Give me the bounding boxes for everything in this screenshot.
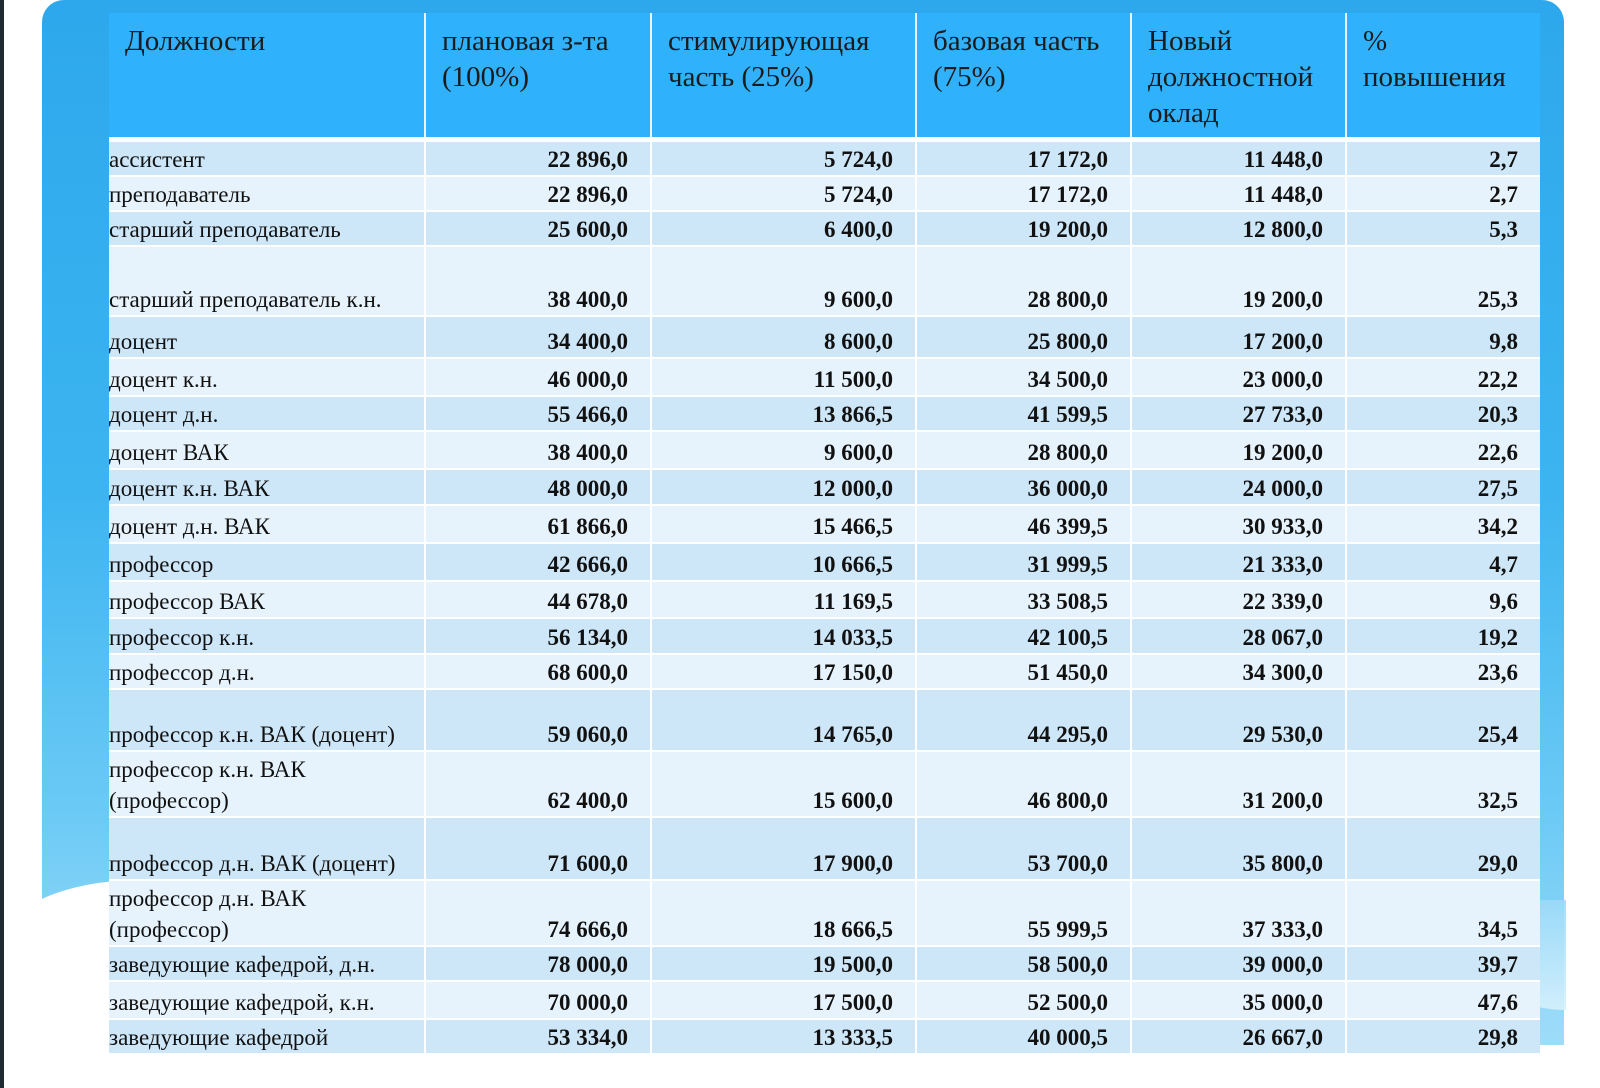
new-salary-cell: 19 200,0 xyxy=(1131,431,1346,469)
incentive-cell: 9 600,0 xyxy=(651,431,916,469)
table-row xyxy=(109,469,1540,505)
incentive-cell: 17 150,0 xyxy=(651,654,916,689)
table-row xyxy=(109,1019,1540,1054)
incentive-cell: 11 500,0 xyxy=(651,358,916,396)
new-salary-cell: 26 667,0 xyxy=(1131,1019,1346,1054)
planned-salary-cell: 55 466,0 xyxy=(425,396,651,431)
position-cell: доцент д.н. xyxy=(109,396,425,431)
table-row xyxy=(109,316,1540,358)
increase-cell: 29,8 xyxy=(1346,1019,1540,1054)
base-part-cell: 46 399,5 xyxy=(916,505,1131,543)
header-incentive-part: стимулирующая часть (25%) xyxy=(651,13,916,140)
new-salary-cell: 24 000,0 xyxy=(1131,469,1346,505)
planned-salary-cell: 78 000,0 xyxy=(425,946,651,981)
table-row xyxy=(109,211,1540,246)
base-part-cell: 53 700,0 xyxy=(916,817,1131,880)
slide-left-edge xyxy=(0,0,4,1088)
base-part-cell: 34 500,0 xyxy=(916,358,1131,396)
table-body xyxy=(109,140,1540,1055)
incentive-cell: 5 724,0 xyxy=(651,140,916,177)
base-part-cell: 51 450,0 xyxy=(916,654,1131,689)
new-salary-cell: 11 448,0 xyxy=(1131,176,1346,211)
base-part-cell: 28 800,0 xyxy=(916,246,1131,316)
increase-cell: 23,6 xyxy=(1346,654,1540,689)
planned-salary-cell: 70 000,0 xyxy=(425,981,651,1019)
increase-cell: 25,4 xyxy=(1346,689,1540,751)
position-cell: профессор д.н. xyxy=(109,654,425,689)
base-part-cell: 55 999,5 xyxy=(916,880,1131,946)
position-cell: профессор д.н. ВАК (профессор) xyxy=(109,880,425,946)
increase-cell: 25,3 xyxy=(1346,246,1540,316)
header-position: Должности xyxy=(109,13,425,140)
planned-salary-cell: 38 400,0 xyxy=(425,431,651,469)
new-salary-cell: 31 200,0 xyxy=(1131,751,1346,817)
new-salary-cell: 12 800,0 xyxy=(1131,211,1346,246)
table-row xyxy=(109,817,1540,880)
incentive-cell: 13 866,5 xyxy=(651,396,916,431)
increase-cell: 47,6 xyxy=(1346,981,1540,1019)
incentive-cell: 18 666,5 xyxy=(651,880,916,946)
position-cell: профессор к.н. ВАК (профессор) xyxy=(109,751,425,817)
base-part-cell: 42 100,5 xyxy=(916,618,1131,654)
position-cell: доцент xyxy=(109,316,425,358)
incentive-cell: 10 666,5 xyxy=(651,543,916,581)
position-cell: старший преподаватель к.н. xyxy=(109,246,425,316)
base-part-cell: 36 000,0 xyxy=(916,469,1131,505)
increase-cell: 27,5 xyxy=(1346,469,1540,505)
planned-salary-cell: 22 896,0 xyxy=(425,140,651,177)
position-cell: профессор к.н. ВАК (доцент) xyxy=(109,689,425,751)
new-salary-cell: 11 448,0 xyxy=(1131,140,1346,177)
new-salary-cell: 27 733,0 xyxy=(1131,396,1346,431)
table-row xyxy=(109,246,1540,316)
planned-salary-cell: 56 134,0 xyxy=(425,618,651,654)
position-cell: заведующие кафедрой, к.н. xyxy=(109,981,425,1019)
table-row xyxy=(109,751,1540,817)
base-part-cell: 41 599,5 xyxy=(916,396,1131,431)
table-row xyxy=(109,946,1540,981)
planned-salary-cell: 46 000,0 xyxy=(425,358,651,396)
planned-salary-cell: 38 400,0 xyxy=(425,246,651,316)
base-part-cell: 31 999,5 xyxy=(916,543,1131,581)
base-part-cell: 40 000,5 xyxy=(916,1019,1131,1054)
new-salary-cell: 21 333,0 xyxy=(1131,543,1346,581)
position-cell: профессор xyxy=(109,543,425,581)
planned-salary-cell: 62 400,0 xyxy=(425,751,651,817)
header-base-part: базовая часть (75%) xyxy=(916,13,1131,140)
incentive-cell: 9 600,0 xyxy=(651,246,916,316)
increase-cell: 20,3 xyxy=(1346,396,1540,431)
planned-salary-cell: 59 060,0 xyxy=(425,689,651,751)
new-salary-cell: 29 530,0 xyxy=(1131,689,1346,751)
table-row xyxy=(109,505,1540,543)
position-cell: преподаватель xyxy=(109,176,425,211)
position-cell: профессор ВАК xyxy=(109,581,425,618)
base-part-cell: 28 800,0 xyxy=(916,431,1131,469)
incentive-cell: 12 000,0 xyxy=(651,469,916,505)
table-row xyxy=(109,396,1540,431)
position-cell: профессор д.н. ВАК (доцент) xyxy=(109,817,425,880)
increase-cell: 19,2 xyxy=(1346,618,1540,654)
table-header-row xyxy=(109,13,1540,140)
new-salary-cell: 35 800,0 xyxy=(1131,817,1346,880)
table-row xyxy=(109,140,1540,177)
increase-cell: 5,3 xyxy=(1346,211,1540,246)
increase-cell: 9,6 xyxy=(1346,581,1540,618)
position-cell: доцент д.н. ВАК xyxy=(109,505,425,543)
base-part-cell: 58 500,0 xyxy=(916,946,1131,981)
planned-salary-cell: 48 000,0 xyxy=(425,469,651,505)
increase-cell: 34,5 xyxy=(1346,880,1540,946)
planned-salary-cell: 74 666,0 xyxy=(425,880,651,946)
increase-cell: 9,8 xyxy=(1346,316,1540,358)
salary-table xyxy=(109,13,1540,1055)
increase-cell: 2,7 xyxy=(1346,176,1540,211)
new-salary-cell: 30 933,0 xyxy=(1131,505,1346,543)
incentive-cell: 15 600,0 xyxy=(651,751,916,817)
increase-cell: 4,7 xyxy=(1346,543,1540,581)
base-part-cell: 17 172,0 xyxy=(916,140,1131,177)
new-salary-cell: 34 300,0 xyxy=(1131,654,1346,689)
header-increase-percent: % повышения xyxy=(1346,13,1540,140)
base-part-cell: 44 295,0 xyxy=(916,689,1131,751)
position-cell: доцент к.н. xyxy=(109,358,425,396)
base-part-cell: 25 800,0 xyxy=(916,316,1131,358)
table-row xyxy=(109,176,1540,211)
increase-cell: 29,0 xyxy=(1346,817,1540,880)
base-part-cell: 52 500,0 xyxy=(916,981,1131,1019)
incentive-cell: 5 724,0 xyxy=(651,176,916,211)
incentive-cell: 13 333,5 xyxy=(651,1019,916,1054)
planned-salary-cell: 68 600,0 xyxy=(425,654,651,689)
new-salary-cell: 23 000,0 xyxy=(1131,358,1346,396)
table-row xyxy=(109,880,1540,946)
position-cell: профессор к.н. xyxy=(109,618,425,654)
new-salary-cell: 35 000,0 xyxy=(1131,981,1346,1019)
position-cell: доцент к.н. ВАК xyxy=(109,469,425,505)
header-planned-salary: плановая з-та (100%) xyxy=(425,13,651,140)
incentive-cell: 14 033,5 xyxy=(651,618,916,654)
table-row xyxy=(109,618,1540,654)
base-part-cell: 46 800,0 xyxy=(916,751,1131,817)
incentive-cell: 17 500,0 xyxy=(651,981,916,1019)
increase-cell: 34,2 xyxy=(1346,505,1540,543)
new-salary-cell: 39 000,0 xyxy=(1131,946,1346,981)
increase-cell: 32,5 xyxy=(1346,751,1540,817)
new-salary-cell: 22 339,0 xyxy=(1131,581,1346,618)
planned-salary-cell: 25 600,0 xyxy=(425,211,651,246)
position-cell: старший преподаватель xyxy=(109,211,425,246)
new-salary-cell: 17 200,0 xyxy=(1131,316,1346,358)
incentive-cell: 15 466,5 xyxy=(651,505,916,543)
base-part-cell: 19 200,0 xyxy=(916,211,1131,246)
planned-salary-cell: 34 400,0 xyxy=(425,316,651,358)
planned-salary-cell: 71 600,0 xyxy=(425,817,651,880)
table-row xyxy=(109,431,1540,469)
table-row xyxy=(109,654,1540,689)
planned-salary-cell: 53 334,0 xyxy=(425,1019,651,1054)
position-cell: заведующие кафедрой, д.н. xyxy=(109,946,425,981)
planned-salary-cell: 44 678,0 xyxy=(425,581,651,618)
planned-salary-cell: 61 866,0 xyxy=(425,505,651,543)
base-part-cell: 33 508,5 xyxy=(916,581,1131,618)
planned-salary-cell: 42 666,0 xyxy=(425,543,651,581)
table-row xyxy=(109,543,1540,581)
position-cell: доцент ВАК xyxy=(109,431,425,469)
increase-cell: 22,6 xyxy=(1346,431,1540,469)
planned-salary-cell: 22 896,0 xyxy=(425,176,651,211)
base-part-cell: 17 172,0 xyxy=(916,176,1131,211)
table-row xyxy=(109,981,1540,1019)
table-row xyxy=(109,689,1540,751)
header-new-salary: Новый должностной оклад xyxy=(1131,13,1346,140)
incentive-cell: 17 900,0 xyxy=(651,817,916,880)
table-row xyxy=(109,358,1540,396)
position-cell: ассистент xyxy=(109,140,425,177)
increase-cell: 2,7 xyxy=(1346,140,1540,177)
increase-cell: 39,7 xyxy=(1346,946,1540,981)
table-row xyxy=(109,581,1540,618)
incentive-cell: 11 169,5 xyxy=(651,581,916,618)
position-cell: заведующие кафедрой xyxy=(109,1019,425,1054)
new-salary-cell: 19 200,0 xyxy=(1131,246,1346,316)
incentive-cell: 8 600,0 xyxy=(651,316,916,358)
new-salary-cell: 37 333,0 xyxy=(1131,880,1346,946)
incentive-cell: 14 765,0 xyxy=(651,689,916,751)
new-salary-cell: 28 067,0 xyxy=(1131,618,1346,654)
increase-cell: 22,2 xyxy=(1346,358,1540,396)
incentive-cell: 6 400,0 xyxy=(651,211,916,246)
incentive-cell: 19 500,0 xyxy=(651,946,916,981)
